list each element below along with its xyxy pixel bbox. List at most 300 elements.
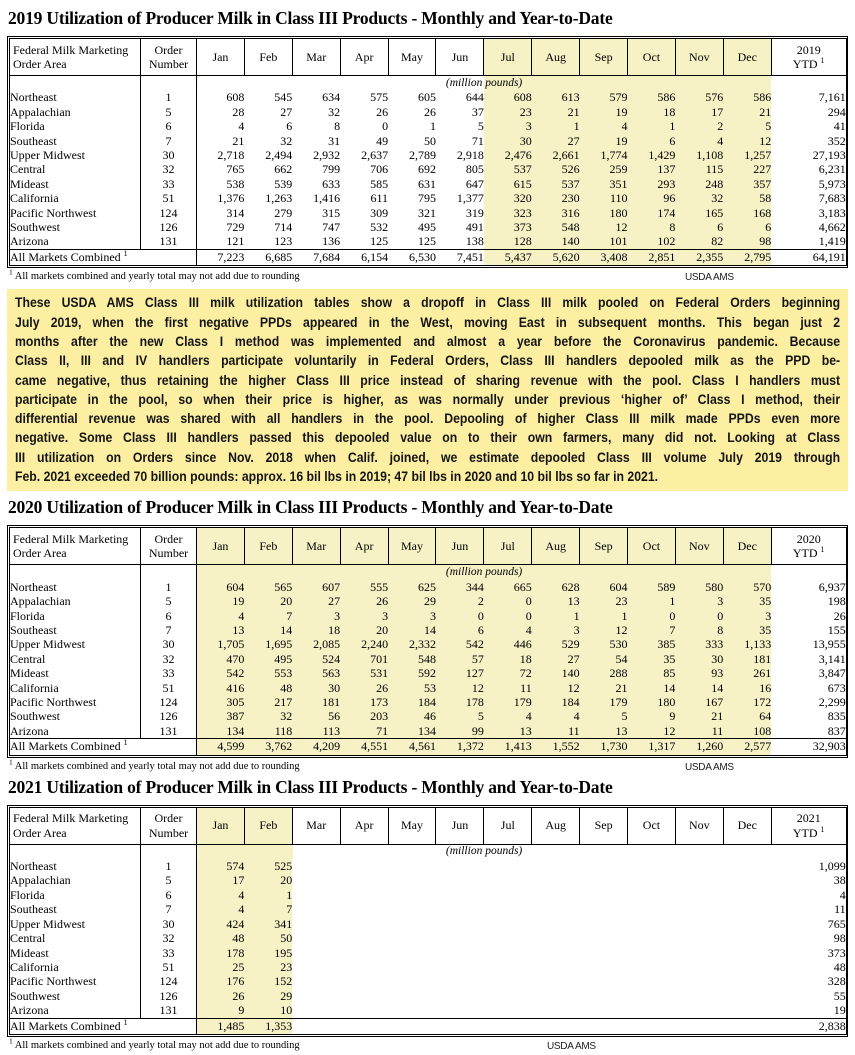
footnote-sup: 1	[9, 267, 13, 277]
month-cell: 548	[388, 652, 436, 666]
month-cell: 13	[580, 724, 628, 739]
month-cell: 293	[628, 177, 676, 191]
table-title-2020: 2020 Utilization of Producer Milk in Class III Products - Monthly and Year-to-Date	[8, 497, 613, 518]
month-cell: 21	[532, 105, 580, 119]
units-order-spacer	[141, 76, 197, 91]
month-cell: 1,429	[628, 148, 676, 162]
region-name: Mideast	[10, 666, 141, 680]
order-number: 6	[141, 609, 197, 623]
region-name: Central	[10, 162, 141, 176]
month-cell: 14	[675, 681, 723, 695]
month-cell: 416	[197, 681, 245, 695]
table-row	[10, 594, 847, 608]
month-cell: 71	[340, 724, 388, 739]
ytd-value: 48	[833, 959, 846, 974]
month-cell: 6	[675, 220, 723, 234]
month-cell	[388, 873, 436, 887]
units-area-spacer	[10, 76, 141, 91]
month-cell: 46	[388, 709, 436, 723]
table-row	[10, 1003, 847, 1018]
order-number: 124	[141, 974, 197, 988]
month-cell: 14	[388, 623, 436, 637]
total-month-cell: 6,530	[388, 249, 436, 266]
region-name: Florida	[10, 888, 141, 902]
total-month-cell: 7,684	[292, 249, 340, 266]
month-cell: 1	[532, 119, 580, 133]
order-header-line2: Number	[148, 57, 189, 71]
month-cell: 101	[580, 234, 628, 249]
month-header-apr: Apr	[340, 528, 388, 565]
total-ytd-value: 2,838	[771, 1018, 846, 1035]
month-cell: 11	[532, 724, 580, 739]
month-cell: 19	[580, 134, 628, 148]
month-cell	[723, 873, 771, 887]
month-cell: 495	[417, 220, 436, 235]
region-name: Upper Midwest	[10, 148, 141, 162]
month-cell: 128	[484, 234, 532, 249]
month-cell: 575	[370, 90, 389, 105]
ytd-sup: 1	[820, 56, 825, 65]
month-cell: 424	[197, 917, 245, 931]
month-cell	[484, 946, 532, 960]
month-cell: 605	[417, 90, 436, 105]
region-name: Southeast	[10, 623, 141, 637]
month-cell	[580, 931, 628, 945]
ytd-value: 38	[833, 873, 846, 888]
note-line: July 2019, when the first negative PPDs appeared in the West, moving East in subsequent months. This began just 2	[15, 314, 841, 331]
month-cell: 4	[532, 709, 580, 723]
month-cell	[388, 989, 436, 1003]
ytd-value: 2,299	[818, 694, 846, 709]
ytd-value: 835	[827, 709, 846, 724]
order-number: 33	[141, 666, 197, 680]
section-2020	[7, 497, 848, 773]
month-cell: 5	[580, 709, 628, 723]
order-header-line2: Number	[148, 546, 189, 561]
month-cell: 140	[532, 666, 580, 680]
month-cell	[723, 859, 771, 873]
ytd-value: 155	[827, 622, 846, 637]
commentary-note	[7, 289, 848, 491]
month-cell	[628, 888, 676, 902]
table-row	[10, 902, 847, 916]
month-header-oct: Oct	[628, 39, 676, 76]
ytd-value: 328	[827, 974, 846, 989]
ytd-value: 1,419	[818, 234, 846, 249]
month-cell: 714	[274, 220, 293, 235]
month-cell: 54	[580, 652, 628, 666]
month-cell	[723, 960, 771, 974]
month-cell: 537	[484, 162, 532, 176]
month-cell: 25	[197, 960, 245, 974]
month-cell: 21	[580, 681, 628, 695]
month-cell	[436, 946, 484, 960]
order-number: 6	[141, 119, 197, 133]
month-cell: 341	[244, 917, 292, 931]
month-cell: 18	[628, 105, 676, 119]
month-cell: 127	[436, 666, 484, 680]
total-month-cell	[532, 1018, 580, 1035]
month-cell	[532, 960, 580, 974]
month-cell: 179	[580, 695, 628, 709]
note-line: months after the new Class I method was implemented and almost a year before the Coronavirus pandemic. Because	[15, 333, 841, 350]
month-cell	[484, 974, 532, 988]
ytd-value: 6,231	[818, 162, 846, 177]
order-number: 1	[141, 580, 197, 594]
month-cell: 1,108	[675, 148, 723, 162]
month-cell: 6	[723, 220, 771, 234]
units-label: (million pounds)	[197, 76, 772, 91]
total-month-cell: 2,851	[628, 249, 676, 266]
header-row	[10, 528, 847, 565]
month-cell	[580, 917, 628, 931]
month-cell: 5	[477, 119, 484, 134]
total-month-cell: 3,762	[244, 739, 292, 756]
month-cell	[484, 873, 532, 887]
month-cell: 604	[580, 580, 628, 594]
month-cell: 96	[628, 191, 676, 205]
units-ytd-spacer	[771, 565, 846, 580]
month-cell: 7	[244, 902, 292, 916]
month-cell: 2,476	[484, 148, 532, 162]
table-row	[10, 931, 847, 945]
month-cell	[532, 873, 580, 887]
total-month-cell	[484, 1018, 532, 1035]
order-number: 51	[141, 191, 197, 205]
month-cell: 586	[723, 90, 771, 104]
ytd-value: 198	[827, 594, 846, 609]
month-cell: 9	[628, 709, 676, 723]
region-name: Upper Midwest	[10, 637, 141, 651]
month-cell: 48	[244, 681, 292, 695]
month-cell: 701	[340, 652, 388, 666]
month-cell	[532, 931, 580, 945]
total-month-cell: 1,413	[484, 739, 532, 756]
month-header-feb: Feb	[244, 807, 292, 844]
month-cell: 319	[465, 205, 484, 220]
header-row	[10, 39, 847, 76]
month-cell: 27	[280, 104, 293, 119]
region-name: Appalachian	[10, 594, 141, 608]
total-month-cell: 5,620	[532, 249, 580, 266]
total-month-cell: 6,685	[244, 249, 292, 266]
month-cell	[340, 859, 388, 873]
total-month-cell	[436, 1018, 484, 1035]
month-cell: 305	[197, 695, 245, 709]
month-header-jan: Jan	[197, 528, 245, 565]
month-cell	[580, 989, 628, 1003]
order-number: 1	[141, 859, 197, 873]
ytd-value: 4,662	[818, 220, 846, 235]
month-cell: 4	[484, 709, 532, 723]
month-cell: 21	[232, 133, 245, 148]
month-cell: 26	[376, 104, 389, 119]
month-cell	[580, 946, 628, 960]
order-header-line2: Number	[148, 825, 189, 840]
month-cell: 11	[484, 681, 532, 695]
month-cell: 1	[580, 609, 628, 623]
month-cell: 14	[628, 681, 676, 695]
month-cell: 1,774	[580, 148, 628, 162]
month-cell: 82	[675, 234, 723, 249]
month-cell: 20	[340, 623, 388, 637]
month-cell: 19	[580, 105, 628, 119]
month-cell	[723, 931, 771, 945]
month-cell: 17	[197, 873, 245, 887]
ytd-value: 13,955	[812, 637, 846, 652]
month-cell: 2,085	[292, 637, 340, 651]
ytd-year: 2020	[796, 531, 821, 546]
month-cell: 138	[465, 234, 484, 249]
month-cell	[532, 917, 580, 931]
order-number: 7	[141, 623, 197, 637]
region-name: California	[10, 960, 141, 974]
month-cell	[484, 1003, 532, 1018]
month-cell: 2	[675, 119, 723, 133]
order-number: 32	[141, 652, 197, 666]
month-cell: 35	[723, 594, 771, 608]
month-cell: 604	[197, 580, 245, 594]
month-cell: 1,695	[244, 637, 292, 651]
month-cell: 344	[436, 580, 484, 594]
total-month-cell: 3,408	[580, 249, 628, 266]
month-cell: 137	[628, 162, 676, 176]
month-header-nov: Nov	[675, 807, 723, 844]
month-cell: 195	[244, 946, 292, 960]
month-cell: 2,332	[388, 637, 436, 651]
month-cell: 13	[532, 594, 580, 608]
month-cell: 3	[484, 119, 532, 133]
month-header-jan: Jan	[197, 807, 245, 844]
usda-ams-credit: USDA AMS	[685, 761, 734, 773]
table-row	[10, 695, 847, 709]
month-cell: 0	[675, 609, 723, 623]
month-cell: 3	[388, 609, 436, 623]
month-cell: 1,263	[265, 191, 293, 206]
month-cell: 12	[628, 724, 676, 739]
month-cell: 570	[723, 580, 771, 594]
note-line: differential revenue was shared with all handlers in the pool. Depooling of higher Class III milk made PPDs even more	[15, 411, 841, 428]
ytd-sup: 1	[820, 545, 825, 555]
month-cell	[675, 888, 723, 902]
month-header-may: May	[388, 39, 436, 76]
month-cell: 30	[484, 134, 532, 148]
month-header-aug: Aug	[532, 807, 580, 844]
order-number: 1	[141, 90, 197, 104]
ytd-label: YTD $^1$	[792, 824, 825, 840]
month-cell: 662	[274, 162, 293, 177]
month-cell: 7	[244, 609, 292, 623]
units-row	[10, 844, 847, 859]
month-cell: 692	[417, 162, 436, 177]
region-name: Southwest	[10, 220, 141, 234]
month-cell: 7	[628, 623, 676, 637]
month-cell	[340, 888, 388, 902]
region-name: Pacific Northwest	[10, 206, 141, 220]
ytd-value: 7,161	[818, 90, 846, 105]
month-cell	[388, 902, 436, 916]
month-cell: 8	[334, 119, 341, 134]
month-cell	[388, 931, 436, 945]
month-cell: 574	[197, 859, 245, 873]
month-cell	[292, 931, 340, 945]
area-column-header	[10, 807, 141, 844]
month-cell: 537	[532, 177, 580, 191]
month-cell: 13	[197, 623, 245, 637]
month-cell: 8	[675, 623, 723, 637]
month-cell	[292, 902, 340, 916]
month-header-feb: Feb	[244, 39, 292, 76]
month-cell	[580, 960, 628, 974]
month-cell: 4	[238, 119, 245, 134]
month-cell	[388, 974, 436, 988]
region-name: California	[10, 681, 141, 695]
month-cell	[292, 946, 340, 960]
month-cell: 1,377	[456, 191, 484, 206]
month-cell: 165	[675, 206, 723, 220]
footnote-text: $^1$ All markets combined and yearly total may not add due to rounding	[9, 1036, 300, 1052]
units-ytd-spacer	[771, 844, 846, 859]
month-header-nov: Nov	[675, 39, 723, 76]
table-row	[10, 724, 847, 739]
region-name: Pacific Northwest	[10, 695, 141, 709]
month-cell	[388, 888, 436, 902]
table-title-2021: 2021 Utilization of Producer Milk in Class III Products - Monthly and Year-to-Date	[8, 776, 613, 797]
month-cell	[532, 989, 580, 1003]
order-number: 126	[141, 989, 197, 1003]
region-name: Upper Midwest	[10, 917, 141, 931]
total-month-cell: 4,209	[292, 739, 340, 756]
month-cell: 315	[322, 205, 341, 220]
month-cell: 50	[244, 931, 292, 945]
month-cell: 72	[484, 666, 532, 680]
month-cell: 323	[484, 206, 532, 220]
month-cell	[723, 902, 771, 916]
footnote-text: $^1$ All markets combined and yearly total may not add due to rounding	[9, 757, 300, 772]
month-cell	[484, 902, 532, 916]
utilization-table-2019	[7, 36, 848, 268]
table-row	[10, 148, 847, 162]
note-line: came negative, thus retaining the higher Class III price instead of sharing revenue with the pool. Class I handlers must	[15, 372, 841, 389]
total-month-cell	[628, 1018, 676, 1035]
ytd-year: 2019	[796, 42, 821, 57]
ytd-value: 19	[833, 1003, 846, 1018]
month-cell: 545	[274, 90, 293, 105]
region-name: Arizona	[10, 724, 141, 739]
month-cell: 23	[244, 960, 292, 974]
ytd-value: 673	[827, 680, 846, 695]
month-cell: 530	[580, 637, 628, 651]
month-cell: 0	[484, 594, 532, 608]
total-month-cell: 7,451	[436, 249, 484, 266]
total-month-cell: 1,552	[532, 739, 580, 756]
footnote-sup: 1	[9, 757, 13, 767]
table-row	[10, 234, 847, 249]
month-cell: 4	[580, 119, 628, 133]
month-cell: 98	[723, 234, 771, 249]
ytd-value: 5,973	[818, 176, 846, 191]
region-name: Arizona	[10, 234, 141, 249]
month-cell: 491	[465, 220, 484, 235]
month-cell	[628, 917, 676, 931]
ytd-value: 1,099	[818, 859, 846, 874]
month-cell	[340, 873, 388, 887]
ytd-value: 837	[827, 723, 846, 738]
month-cell	[723, 917, 771, 931]
month-cell	[628, 946, 676, 960]
order-header-line1: Order	[154, 811, 183, 826]
month-cell	[484, 960, 532, 974]
month-cell: 16	[723, 681, 771, 695]
month-cell: 110	[580, 191, 628, 205]
month-cell: 230	[532, 191, 580, 205]
month-cell: 592	[388, 666, 436, 680]
month-cell: 217	[244, 695, 292, 709]
month-header-may: May	[388, 807, 436, 844]
ytd-value: 98	[833, 931, 846, 946]
month-cell: 10	[244, 1003, 292, 1018]
month-cell: 3	[532, 623, 580, 637]
total-month-cell: 2,795	[723, 249, 771, 266]
month-cell	[675, 873, 723, 887]
month-cell: 631	[417, 176, 436, 191]
month-cell: 611	[370, 191, 389, 206]
month-cell: 29	[388, 594, 436, 608]
month-cell: 2,240	[340, 637, 388, 651]
footnote-sup: 1	[9, 1036, 13, 1046]
month-cell: 178	[436, 695, 484, 709]
month-cell: 57	[436, 652, 484, 666]
ytd-label: YTD $^1$	[792, 545, 825, 561]
month-cell	[723, 1003, 771, 1018]
month-cell: 27	[532, 652, 580, 666]
month-cell: 123	[274, 234, 293, 249]
month-header-mar: Mar	[292, 528, 340, 565]
month-cell: 180	[580, 206, 628, 220]
month-cell	[675, 859, 723, 873]
area-header-line2: Order Area	[13, 825, 67, 840]
month-cell: 470	[197, 652, 245, 666]
month-header-dec: Dec	[723, 807, 771, 844]
month-cell: 576	[675, 90, 723, 104]
month-cell: 4	[197, 888, 245, 902]
month-cell: 11	[675, 724, 723, 739]
month-header-sep: Sep	[580, 39, 628, 76]
month-cell: 579	[580, 90, 628, 104]
month-cell: 526	[532, 162, 580, 176]
month-cell	[436, 931, 484, 945]
month-cell: 8	[628, 220, 676, 234]
ytd-year: 2021	[796, 811, 821, 826]
total-sup: 1	[123, 738, 128, 748]
month-cell	[532, 946, 580, 960]
month-cell: 6	[628, 134, 676, 148]
month-cell	[484, 931, 532, 945]
month-cell	[723, 946, 771, 960]
month-cell	[628, 960, 676, 974]
month-cell	[532, 1003, 580, 1018]
order-number: 51	[141, 960, 197, 974]
region-name: Central	[10, 652, 141, 666]
month-cell: 647	[465, 176, 484, 191]
month-cell: 174	[628, 206, 676, 220]
total-row	[10, 249, 847, 266]
units-order-spacer	[141, 565, 197, 580]
month-cell	[628, 989, 676, 1003]
month-cell	[628, 902, 676, 916]
total-month-cell	[340, 1018, 388, 1035]
month-cell	[532, 974, 580, 988]
